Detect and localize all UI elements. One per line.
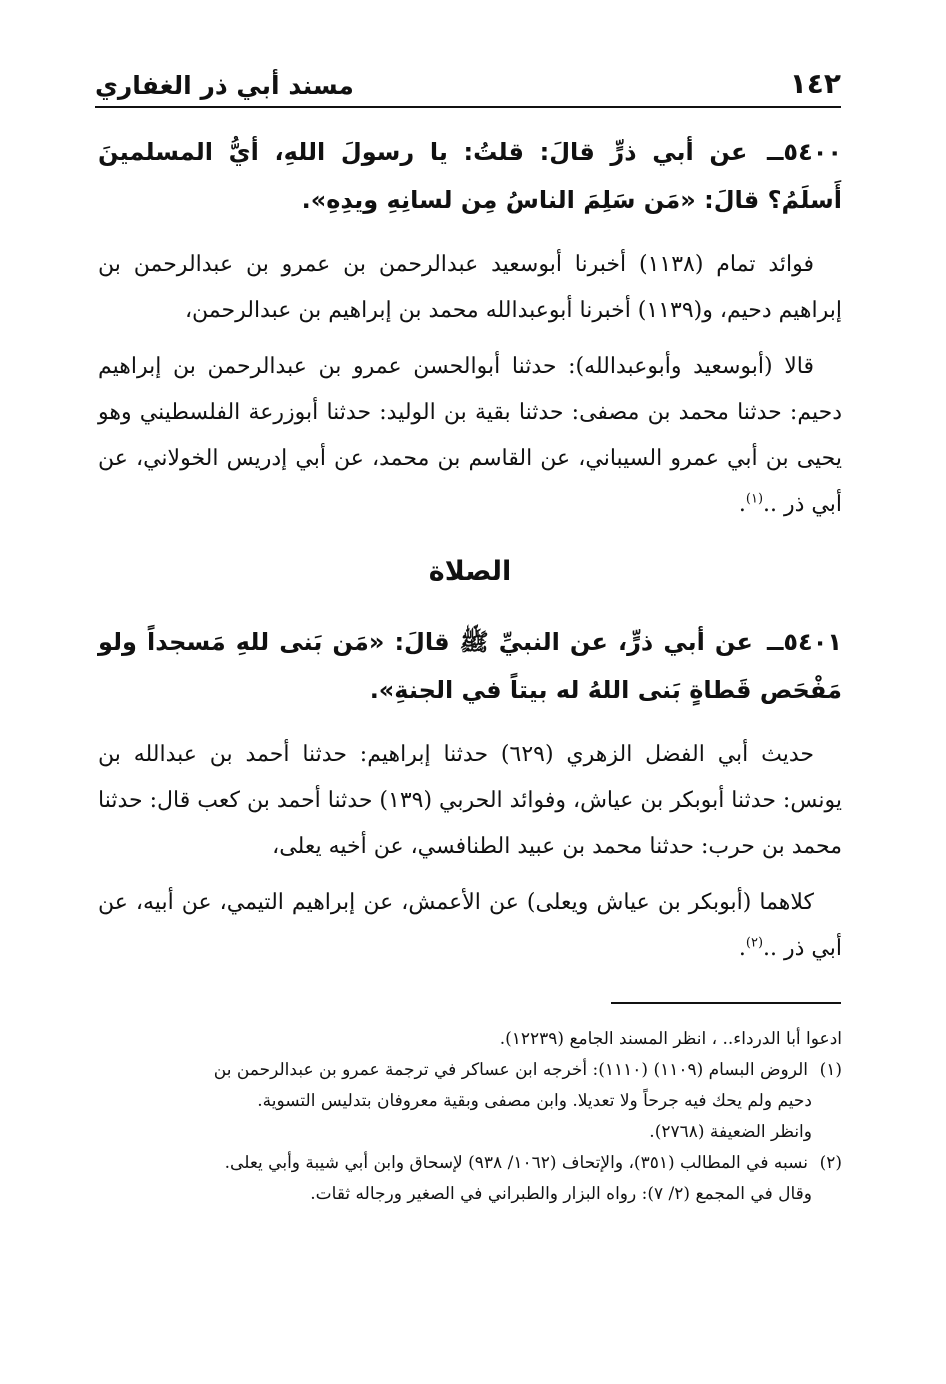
page-body <box>98 128 842 972</box>
page-number: ١٤٢ <box>789 67 841 100</box>
hadith-number: ٥٤٠٠ــ <box>767 138 843 166</box>
footnote-ref[interactable]: (١) <box>745 491 764 507</box>
footnote-carryover: ادعوا أبا الدرداء.. ، انظر المسند الجامع (١٢٢٣٩). <box>499 1029 842 1049</box>
footnote-ref[interactable]: (٢) <box>745 935 764 951</box>
footnote-text: الروض البسام (١١٠٩) (١١١٠): أخرجه ابن عساكر في ترجمة عمرو بن عبدالرحمن بن <box>213 1060 808 1080</box>
hadith-5400 <box>98 128 842 224</box>
footnote-1 <box>100 1055 842 1086</box>
isnad-end: . <box>738 492 746 517</box>
isnad-end: . <box>738 936 746 961</box>
footnote-marker: (٢) <box>819 1153 842 1173</box>
takhrij-paragraph: فوائد تمام (١١٣٨) أخبرنا أبوسعيد عبدالرحمن بن عمرو بن عبدالرحمن بن إبراهيم دحيم، و(١١٣٩) أخبرنا أبوعبدالله محمد بن إبراهيم بن عبدالرحمن، <box>98 252 842 323</box>
footnote-1-line-2: دحيم ولم يحك فيه جرحاً ولا تعديلا. وابن مصفى وبقية معروفان بتدليس التسوية. <box>257 1091 812 1111</box>
hadith-number: ٥٤٠١ــ <box>767 628 842 656</box>
isnad-paragraph <box>98 880 842 972</box>
footnote-2 <box>100 1148 842 1179</box>
hadith-text: عن أبي ذرٍّ، عن النبيِّ ﷺ قالَ: «مَن بَنى للهِ مَسجداً ولو مَفْحَص قَطاةٍ بَنى اللهُ له بيتاً في الجنةِ». <box>98 628 842 704</box>
hadith-5401 <box>98 618 842 714</box>
footnotes <box>100 1024 842 1210</box>
running-title: مسند أبي ذر الغفاري <box>95 71 354 100</box>
isnad-paragraph <box>98 344 842 528</box>
footnote-marker: (١) <box>819 1060 842 1080</box>
isnad-text: كلاهما (أبوبكر بن عياش ويعلى) عن الأعمش، عن إبراهيم التيمي، عن أبيه، عن أبي ذر .. <box>98 890 842 961</box>
footnote-2-line-2: وقال في المجمع (٢/ ٧): رواه البزار والطبراني في الصغير ورجاله ثقات. <box>310 1184 812 1204</box>
takhrij-paragraph: حديث أبي الفضل الزهري (٦٢٩) حدثنا إبراهيم: حدثنا أحمد بن عبدالله بن يونس: حدثنا أبوبكر بن عياش، وفوائد الحربي (١٣٩) حدثنا أحمد بن كعب قال: حدثنا محمد بن حرب: حدثنا محمد بن عبيد الطنافسي، عن أخيه يعلى، <box>98 742 842 859</box>
isnad-text: قالا (أبوسعيد وأبوعبدالله): حدثنا أبوالحسن عمرو بن عبدالرحمن بن إبراهيم دحيم: حدثنا محمد بن مصفى: حدثنا بقية بن الوليد: حدثنا أبوزرعة الفلسطيني وهو يحيى بن أبي عمرو السيباني، عن القاسم بن محمد، عن أبي إدريس الخولاني، عن أبي ذر .. <box>98 354 842 517</box>
section-heading: الصلاة <box>428 556 512 587</box>
hadith-text: عن أبي ذرٍّ قالَ: قلتُ: يا رسولَ اللهِ، أيُّ المسلمينَ أَسلَمُ؟ قالَ: «مَن سَلِمَ الناسُ مِن لسانِهِ ويدِهِ». <box>98 138 842 214</box>
page-header <box>95 62 841 108</box>
footnote-divider <box>611 1002 841 1004</box>
footnote-1-line-3: وانظر الضعيفة (٢٧٦٨). <box>649 1122 812 1142</box>
footnote-text: نسبه في المطالب (٣٥١)، والإتحاف (١٠٦٢/ ٩٣٨) لإسحاق وابن أبي شيبة وأبي يعلى. <box>224 1153 808 1173</box>
